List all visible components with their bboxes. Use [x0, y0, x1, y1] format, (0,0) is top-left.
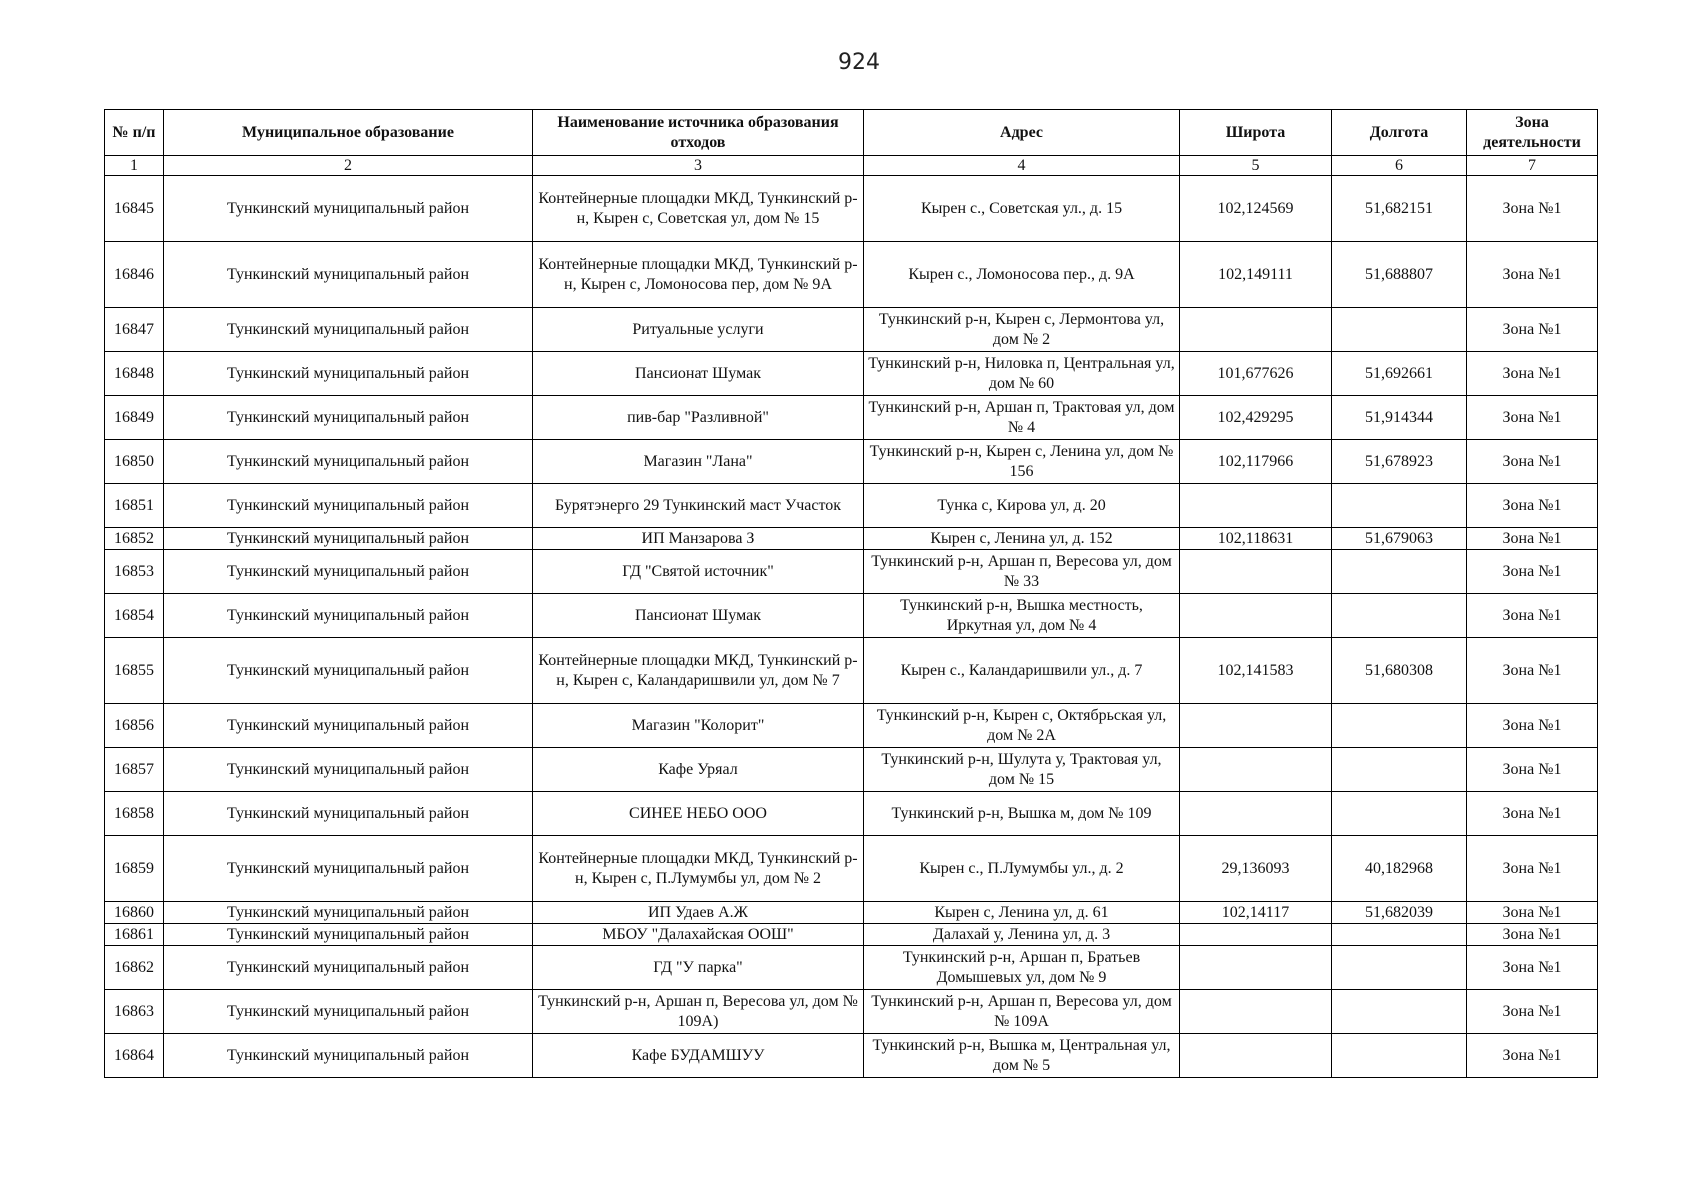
header-cell-number: № п/п — [105, 110, 164, 156]
table-row — [105, 638, 1598, 704]
cell-source-name: Контейнерные площадки МКД, Тункинский р-н, Кырен с, П.Лумумбы ул, дом № 2 — [533, 836, 864, 902]
column-number-cell: 6 — [1332, 156, 1467, 176]
cell-zone: Зона №1 — [1467, 946, 1598, 990]
cell-zone: Зона №1 — [1467, 396, 1598, 440]
cell-longitude: 51,679063 — [1332, 528, 1467, 550]
column-number-cell: 4 — [864, 156, 1180, 176]
cell-source-name: Контейнерные площадки МКД, Тункинский р-н, Кырен с, Каландаришвили ул, дом № 7 — [533, 638, 864, 704]
cell-source-name: СИНЕЕ НЕБО ООО — [533, 792, 864, 836]
cell-number: 16846 — [105, 242, 164, 308]
cell-zone: Зона №1 — [1467, 704, 1598, 748]
cell-municipality: Тункинский муниципальный район — [164, 594, 533, 638]
cell-latitude: 102,117966 — [1180, 440, 1332, 484]
cell-zone: Зона №1 — [1467, 990, 1598, 1034]
cell-longitude: 51,692661 — [1332, 352, 1467, 396]
table-row — [105, 792, 1598, 836]
header-cell-latitude: Широта — [1180, 110, 1332, 156]
cell-source-name: Ритуальные услуги — [533, 308, 864, 352]
cell-address: Кырен с, Ленина ул, д. 61 — [864, 902, 1180, 924]
cell-zone: Зона №1 — [1467, 308, 1598, 352]
cell-municipality: Тункинский муниципальный район — [164, 550, 533, 594]
waste-sources-table — [104, 109, 1598, 1078]
cell-latitude: 101,677626 — [1180, 352, 1332, 396]
cell-latitude — [1180, 308, 1332, 352]
cell-zone: Зона №1 — [1467, 352, 1598, 396]
cell-source-name: Магазин "Лана" — [533, 440, 864, 484]
cell-address: Тункинский р-н, Кырен с, Лермонтова ул, дом № 2 — [864, 308, 1180, 352]
cell-zone: Зона №1 — [1467, 528, 1598, 550]
cell-number: 16850 — [105, 440, 164, 484]
cell-number: 16863 — [105, 990, 164, 1034]
cell-source-name: МБОУ "Далахайская ООШ" — [533, 924, 864, 946]
header-cell-municipality: Муниципальное образование — [164, 110, 533, 156]
cell-number: 16859 — [105, 836, 164, 902]
cell-longitude — [1332, 946, 1467, 990]
cell-municipality: Тункинский муниципальный район — [164, 528, 533, 550]
cell-latitude: 102,14117 — [1180, 902, 1332, 924]
table-row — [105, 528, 1598, 550]
cell-municipality: Тункинский муниципальный район — [164, 176, 533, 242]
cell-longitude — [1332, 550, 1467, 594]
page-number: 924 — [838, 50, 880, 75]
cell-address: Тунка с, Кирова ул, д. 20 — [864, 484, 1180, 528]
cell-latitude: 102,141583 — [1180, 638, 1332, 704]
cell-municipality: Тункинский муниципальный район — [164, 352, 533, 396]
table-row — [105, 308, 1598, 352]
cell-number: 16855 — [105, 638, 164, 704]
table-row — [105, 704, 1598, 748]
header-cell-address: Адрес — [864, 110, 1180, 156]
cell-zone: Зона №1 — [1467, 924, 1598, 946]
cell-source-name: ИП Удаев А.Ж — [533, 902, 864, 924]
header-cell-source-name: Наименование источника образования отходов — [533, 110, 864, 156]
table-row — [105, 550, 1598, 594]
cell-source-name: ГД "У парка" — [533, 946, 864, 990]
table-row — [105, 924, 1598, 946]
cell-latitude: 102,149111 — [1180, 242, 1332, 308]
cell-number: 16862 — [105, 946, 164, 990]
cell-municipality: Тункинский муниципальный район — [164, 990, 533, 1034]
cell-number: 16854 — [105, 594, 164, 638]
cell-longitude — [1332, 704, 1467, 748]
cell-municipality: Тункинский муниципальный район — [164, 484, 533, 528]
cell-municipality: Тункинский муниципальный район — [164, 792, 533, 836]
cell-longitude: 51,682151 — [1332, 176, 1467, 242]
cell-number: 16856 — [105, 704, 164, 748]
cell-source-name: Кафе Уряал — [533, 748, 864, 792]
cell-source-name: Пансионат Шумак — [533, 594, 864, 638]
table-row — [105, 1034, 1598, 1078]
cell-address: Кырен с., Ломоносова пер., д. 9А — [864, 242, 1180, 308]
cell-latitude — [1180, 704, 1332, 748]
cell-zone: Зона №1 — [1467, 1034, 1598, 1078]
cell-municipality: Тункинский муниципальный район — [164, 704, 533, 748]
cell-number: 16864 — [105, 1034, 164, 1078]
cell-longitude — [1332, 1034, 1467, 1078]
cell-source-name: Контейнерные площадки МКД, Тункинский р-н, Кырен с, Ломоносова пер, дом № 9А — [533, 242, 864, 308]
cell-zone: Зона №1 — [1467, 242, 1598, 308]
cell-latitude — [1180, 594, 1332, 638]
cell-municipality: Тункинский муниципальный район — [164, 308, 533, 352]
cell-municipality: Тункинский муниципальный район — [164, 946, 533, 990]
cell-latitude — [1180, 990, 1332, 1034]
cell-municipality: Тункинский муниципальный район — [164, 638, 533, 704]
cell-municipality: Тункинский муниципальный район — [164, 242, 533, 308]
cell-address: Тункинский р-н, Вышка м, Центральная ул, дом № 5 — [864, 1034, 1180, 1078]
column-number-cell: 1 — [105, 156, 164, 176]
cell-source-name: Пансионат Шумак — [533, 352, 864, 396]
cell-source-name: Кафе БУДАМШУУ — [533, 1034, 864, 1078]
cell-municipality: Тункинский муниципальный район — [164, 748, 533, 792]
cell-longitude — [1332, 748, 1467, 792]
table-row — [105, 836, 1598, 902]
cell-latitude — [1180, 1034, 1332, 1078]
column-number-row — [105, 156, 1598, 176]
cell-zone: Зона №1 — [1467, 902, 1598, 924]
table-row — [105, 990, 1598, 1034]
table-row — [105, 242, 1598, 308]
cell-longitude: 51,688807 — [1332, 242, 1467, 308]
table-body — [105, 176, 1598, 1078]
cell-latitude — [1180, 748, 1332, 792]
column-number-cell: 7 — [1467, 156, 1598, 176]
cell-zone: Зона №1 — [1467, 748, 1598, 792]
cell-source-name: ГД "Святой источник" — [533, 550, 864, 594]
cell-latitude — [1180, 792, 1332, 836]
cell-zone: Зона №1 — [1467, 792, 1598, 836]
column-number-cell: 5 — [1180, 156, 1332, 176]
table-row — [105, 484, 1598, 528]
cell-number: 16849 — [105, 396, 164, 440]
cell-address: Далахай у, Ленина ул, д. 3 — [864, 924, 1180, 946]
cell-latitude: 102,124569 — [1180, 176, 1332, 242]
cell-number: 16848 — [105, 352, 164, 396]
cell-number: 16860 — [105, 902, 164, 924]
cell-municipality: Тункинский муниципальный район — [164, 836, 533, 902]
cell-zone: Зона №1 — [1467, 550, 1598, 594]
cell-zone: Зона №1 — [1467, 484, 1598, 528]
header-cell-longitude: Долгота — [1332, 110, 1467, 156]
cell-number: 16845 — [105, 176, 164, 242]
cell-longitude — [1332, 924, 1467, 946]
cell-longitude: 40,182968 — [1332, 836, 1467, 902]
cell-zone: Зона №1 — [1467, 440, 1598, 484]
cell-latitude — [1180, 550, 1332, 594]
cell-latitude — [1180, 924, 1332, 946]
cell-longitude: 51,678923 — [1332, 440, 1467, 484]
cell-zone: Зона №1 — [1467, 836, 1598, 902]
cell-number: 16861 — [105, 924, 164, 946]
table-row — [105, 396, 1598, 440]
cell-source-name: ИП Манзарова З — [533, 528, 864, 550]
table-row — [105, 946, 1598, 990]
table-row — [105, 902, 1598, 924]
cell-number: 16851 — [105, 484, 164, 528]
cell-address: Тункинский р-н, Ниловка п, Центральная ул, дом № 60 — [864, 352, 1180, 396]
cell-longitude — [1332, 792, 1467, 836]
cell-source-name: пив-бар "Разливной" — [533, 396, 864, 440]
cell-latitude — [1180, 946, 1332, 990]
cell-number: 16857 — [105, 748, 164, 792]
header-cell-zone: Зона деятельности — [1467, 110, 1598, 156]
cell-municipality: Тункинский муниципальный район — [164, 924, 533, 946]
cell-address: Тункинский р-н, Аршан п, Трактовая ул, дом № 4 — [864, 396, 1180, 440]
table-row — [105, 176, 1598, 242]
cell-zone: Зона №1 — [1467, 638, 1598, 704]
cell-municipality: Тункинский муниципальный район — [164, 902, 533, 924]
cell-address: Кырен с, Ленина ул, д. 152 — [864, 528, 1180, 550]
cell-address: Тункинский р-н, Вышка местность, Иркутная ул, дом № 4 — [864, 594, 1180, 638]
cell-source-name: Магазин "Колорит" — [533, 704, 864, 748]
table-row — [105, 594, 1598, 638]
cell-latitude: 102,118631 — [1180, 528, 1332, 550]
column-number-cell: 2 — [164, 156, 533, 176]
cell-latitude: 29,136093 — [1180, 836, 1332, 902]
cell-address: Тункинский р-н, Аршан п, Вересова ул, дом № 109А — [864, 990, 1180, 1034]
cell-municipality: Тункинский муниципальный район — [164, 440, 533, 484]
cell-number: 16847 — [105, 308, 164, 352]
header-row — [105, 110, 1598, 156]
table-row — [105, 352, 1598, 396]
cell-address: Тункинский р-н, Кырен с, Октябрьская ул, дом № 2А — [864, 704, 1180, 748]
cell-address: Кырен с., П.Лумумбы ул., д. 2 — [864, 836, 1180, 902]
cell-source-name: Контейнерные площадки МКД, Тункинский р-н, Кырен с, Советская ул, дом № 15 — [533, 176, 864, 242]
cell-longitude: 51,682039 — [1332, 902, 1467, 924]
cell-number: 16853 — [105, 550, 164, 594]
cell-longitude: 51,914344 — [1332, 396, 1467, 440]
cell-address: Тункинский р-н, Вышка м, дом № 109 — [864, 792, 1180, 836]
cell-source-name: Тункинский р-н, Аршан п, Вересова ул, дом № 109А) — [533, 990, 864, 1034]
cell-longitude — [1332, 594, 1467, 638]
cell-address: Тункинский р-н, Кырен с, Ленина ул, дом № 156 — [864, 440, 1180, 484]
cell-latitude: 102,429295 — [1180, 396, 1332, 440]
cell-zone: Зона №1 — [1467, 176, 1598, 242]
cell-zone: Зона №1 — [1467, 594, 1598, 638]
cell-number: 16852 — [105, 528, 164, 550]
cell-number: 16858 — [105, 792, 164, 836]
cell-address: Кырен с., Советская ул., д. 15 — [864, 176, 1180, 242]
cell-source-name: Бурятэнерго 29 Тункинский маст Участок — [533, 484, 864, 528]
cell-address: Кырен с., Каландаришвили ул., д. 7 — [864, 638, 1180, 704]
cell-longitude — [1332, 308, 1467, 352]
table-row — [105, 440, 1598, 484]
cell-latitude — [1180, 484, 1332, 528]
cell-longitude: 51,680308 — [1332, 638, 1467, 704]
cell-address: Тункинский р-н, Аршан п, Вересова ул, дом № 33 — [864, 550, 1180, 594]
table-row — [105, 748, 1598, 792]
cell-municipality: Тункинский муниципальный район — [164, 1034, 533, 1078]
cell-address: Тункинский р-н, Шулута у, Трактовая ул, дом № 15 — [864, 748, 1180, 792]
cell-municipality: Тункинский муниципальный район — [164, 396, 533, 440]
cell-address: Тункинский р-н, Аршан п, Братьев Домышевых ул, дом № 9 — [864, 946, 1180, 990]
cell-longitude — [1332, 484, 1467, 528]
column-number-cell: 3 — [533, 156, 864, 176]
cell-longitude — [1332, 990, 1467, 1034]
